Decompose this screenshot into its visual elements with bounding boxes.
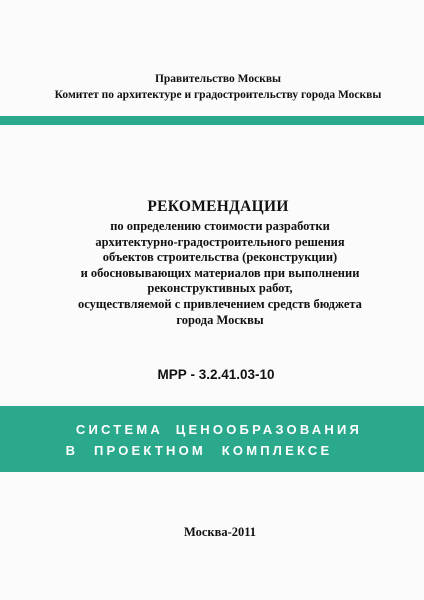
series-title-line-2: В ПРОЕКТНОМ КОМПЛЕКСЕ bbox=[65, 443, 333, 458]
description-line: и обосновывающих материалов при выполнении bbox=[80, 265, 360, 280]
document-description bbox=[8, 219, 424, 328]
document-code: МРР - 3.2.41.03-10 bbox=[157, 367, 275, 382]
document-title: РЕКОМЕНДАЦИИ bbox=[147, 198, 289, 215]
series-title-line-1: СИСТЕМА ЦЕНООБРАЗОВАНИЯ bbox=[75, 422, 363, 437]
committee-name: Комитет по архитектуре и градостроительству города Москвы bbox=[54, 89, 382, 101]
series-band bbox=[0, 406, 424, 472]
description-line: по определению стоимости разработки bbox=[110, 219, 330, 233]
publication-city-year: Москва-2011 bbox=[183, 525, 257, 539]
description-line: реконструктивных работ, bbox=[147, 281, 293, 296]
description-line: осуществляемой с привлечением средств бюджета bbox=[78, 296, 362, 311]
top-color-band bbox=[0, 116, 424, 125]
description-line: города Москвы bbox=[176, 312, 264, 327]
description-line: архитектурно-градостроительного решения bbox=[95, 234, 345, 249]
description-line: объектов строительства (реконструкции) bbox=[102, 250, 338, 265]
organization-name: Правительство Москвы bbox=[154, 73, 282, 85]
